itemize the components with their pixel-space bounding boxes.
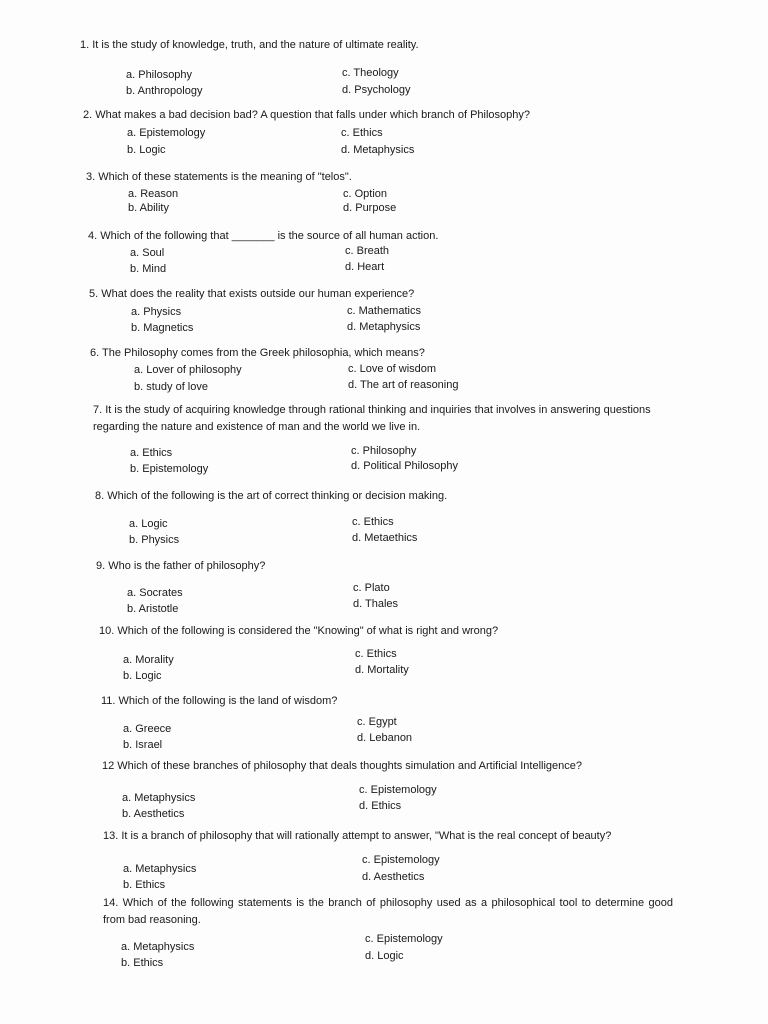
option-c: c. Plato xyxy=(353,582,390,594)
option-c: c. Mathematics xyxy=(347,305,421,317)
question-stem: 9. Who is the father of philosophy? xyxy=(96,560,266,572)
option-b: b. Ability xyxy=(128,202,169,214)
option-d: d. Psychology xyxy=(342,84,411,96)
option-d: d. Metaphysics xyxy=(341,144,415,156)
option-b: b. Logic xyxy=(123,670,162,682)
question-stem: 1. It is the study of knowledge, truth, and the nature of ultimate reality. xyxy=(80,39,419,51)
option-c: c. Epistemology xyxy=(359,784,437,796)
option-b: b. Physics xyxy=(129,534,180,546)
question-stem: 8. Which of the following is the art of correct thinking or decision making. xyxy=(95,490,448,502)
option-d: d. The art of reasoning xyxy=(348,379,459,391)
option-d: d. Political Philosophy xyxy=(351,460,459,472)
option-c: c. Egypt xyxy=(357,716,397,728)
question-13 xyxy=(103,829,611,895)
question-stem: 6. The Philosophy comes from the Greek philosophia, which means? xyxy=(90,347,425,359)
question-5 xyxy=(89,287,421,338)
option-c: c. Epistemology xyxy=(362,854,440,866)
option-d: d. Metaethics xyxy=(352,532,418,544)
option-d: d. Logic xyxy=(365,950,404,962)
option-b: b. Ethics xyxy=(121,957,164,969)
option-c: c. Ethics xyxy=(355,648,397,660)
option-b: b. Aristotle xyxy=(127,603,179,615)
option-d: d. Heart xyxy=(345,261,385,273)
option-a: a. Metaphysics xyxy=(123,863,197,875)
question-1 xyxy=(80,38,419,101)
option-d: d. Mortality xyxy=(355,664,409,676)
question-stem: 7. It is the study of acquiring knowledge through rational thinking and inquiries that involves in answering questions regarding the nature and existence of man and the world we live in. xyxy=(93,404,651,433)
question-8 xyxy=(95,489,447,550)
option-d: d. Ethics xyxy=(359,800,402,812)
option-a: a. Greece xyxy=(123,723,172,735)
question-stem: 5. What does the reality that exists outside our human experience? xyxy=(89,288,415,300)
option-b: b. Epistemology xyxy=(130,463,209,475)
option-c: c. Theology xyxy=(342,67,399,79)
question-7 xyxy=(93,402,673,479)
option-b: b. Aesthetics xyxy=(122,808,185,820)
question-stem: 4. Which of the following that _______ is the source of all human action. xyxy=(88,230,439,242)
question-2 xyxy=(83,108,530,159)
option-c: c. Epistemology xyxy=(365,933,443,945)
question-stem: 10. Which of the following is considered the "Knowing" of what is right and wrong? xyxy=(99,625,499,637)
question-9 xyxy=(96,559,399,619)
option-d: d. Aesthetics xyxy=(362,871,425,883)
option-a: a. Epistemology xyxy=(127,127,206,139)
option-d: d. Thales xyxy=(353,598,399,610)
option-a: a. Socrates xyxy=(127,587,183,599)
option-a: a. Physics xyxy=(131,306,182,318)
option-b: b. Mind xyxy=(130,263,167,275)
option-a: a. Logic xyxy=(129,518,168,530)
question-12 xyxy=(102,759,582,824)
question-stem: 14. Which of the following statements is the branch of philosophy used as a philosophical tool to determine good from bad reasoning. xyxy=(103,897,673,926)
option-c: c. Philosophy xyxy=(351,445,417,457)
question-10 xyxy=(99,624,498,686)
option-a: a. Ethics xyxy=(130,447,173,459)
option-b: b. Anthropology xyxy=(126,85,203,97)
option-c: c. Breath xyxy=(345,245,390,257)
question-6 xyxy=(90,346,459,396)
question-4 xyxy=(88,229,438,279)
option-a: a. Metaphysics xyxy=(122,792,196,804)
option-b: b. Ethics xyxy=(123,879,166,891)
option-b: b. Logic xyxy=(127,144,166,156)
question-14 xyxy=(103,895,673,973)
option-c: c. Love of wisdom xyxy=(348,363,437,375)
option-a: a. Philosophy xyxy=(126,69,193,81)
option-d: d. Metaphysics xyxy=(347,321,421,333)
option-a: a. Reason xyxy=(128,188,179,200)
option-c: c. Ethics xyxy=(341,127,383,139)
option-d: d. Purpose xyxy=(343,202,397,214)
question-3 xyxy=(86,170,397,220)
option-a: a. Metaphysics xyxy=(121,941,195,953)
question-stem: 12 Which of these branches of philosophy that deals thoughts simulation and Artificial Intelligence? xyxy=(102,760,583,772)
option-a: a. Morality xyxy=(123,654,174,666)
option-a: a. Lover of philosophy xyxy=(134,364,242,376)
option-b: b. study of love xyxy=(134,381,208,393)
question-stem: 11. Which of the following is the land of wisdom? xyxy=(101,695,338,707)
question-stem: 13. It is a branch of philosophy that will rationally attempt to answer, "What is the real concept of beauty? xyxy=(103,830,612,842)
option-c: c. Ethics xyxy=(352,516,394,528)
question-stem: 2. What makes a bad decision bad? A question that falls under which branch of Philosophy? xyxy=(83,109,531,121)
option-b: b. Magnetics xyxy=(131,322,194,334)
option-a: a. Soul xyxy=(130,247,165,259)
option-c: c. Option xyxy=(343,188,388,200)
question-stem: 3. Which of these statements is the meaning of "telos". xyxy=(86,171,352,183)
question-11 xyxy=(101,694,413,755)
option-d: d. Lebanon xyxy=(357,732,413,744)
option-b: b. Israel xyxy=(123,739,163,751)
